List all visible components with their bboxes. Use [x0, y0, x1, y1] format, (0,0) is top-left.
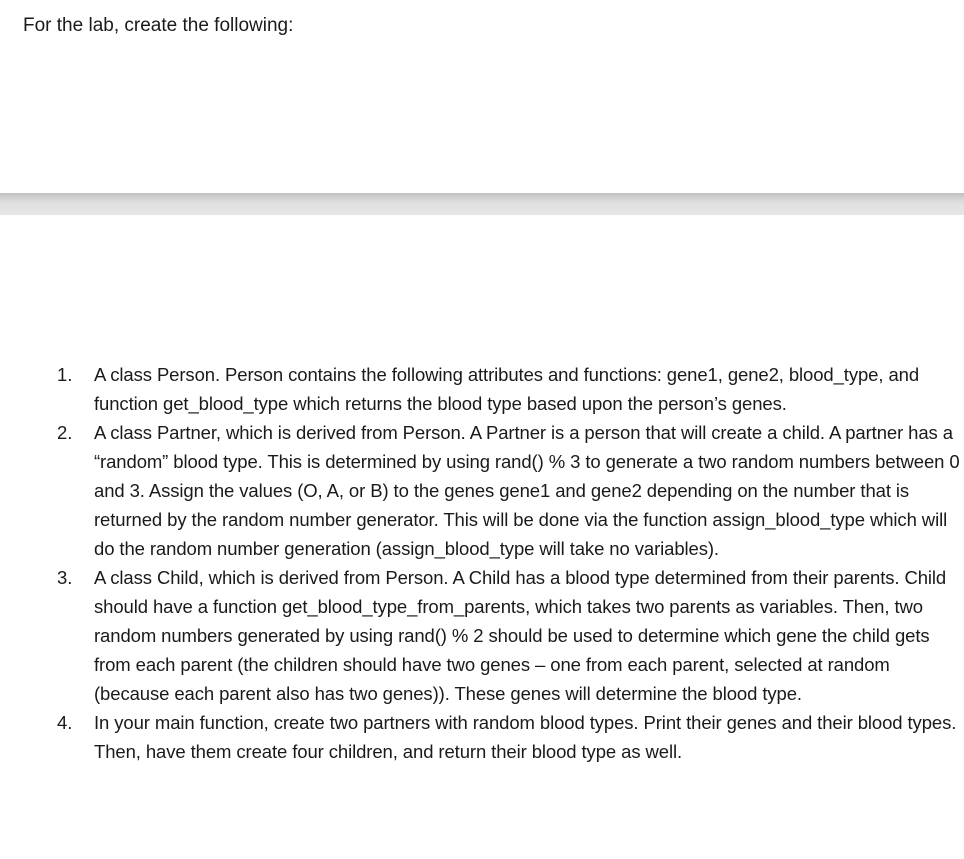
task-item-3	[57, 563, 962, 708]
task-number: 3.	[57, 567, 73, 588]
task-item-1	[57, 360, 962, 418]
intro-text: For the lab, create the following:	[23, 15, 294, 36]
task-number: 1.	[57, 364, 73, 385]
task-item-2	[57, 418, 962, 563]
task-list	[57, 360, 962, 766]
task-text: In your main function, create two partners with random blood types. Print their genes and their blood types. Then, have them create four children, and return their blood type as well.	[94, 712, 957, 762]
task-number: 4.	[57, 712, 73, 733]
page-divider	[0, 193, 964, 215]
task-text: A class Child, which is derived from Person. A Child has a blood type determined from their parents. Child should have a function get_blood_type_from_parents, which takes two parents as variables. Then, two random numbers generated by using rand() % 2 should be used to determine which gene the child gets from each parent (the children should have two genes – one from each parent, selected at random (because each parent also has two genes)). These genes will determine the blood type.	[94, 567, 947, 704]
task-text: A class Person. Person contains the following attributes and functions: gene1, gene2, blood_type, and function get_blood_type which returns the blood type based upon the person’s genes.	[94, 364, 920, 414]
task-number: 2.	[57, 422, 73, 443]
task-item-4	[57, 708, 962, 766]
task-text: A class Partner, which is derived from Person. A Partner is a person that will create a child. A partner has a “random” blood type. This is determined by using rand() % 3 to generate a two random numbers between 0 and 3. Assign the values (O, A, or B) to the genes gene1 and gene2 depending on the number that is returned by the random number generator. This will be done via the function assign_blood_type which will do the random number generation (assign_blood_type will take no variables).	[94, 422, 960, 559]
